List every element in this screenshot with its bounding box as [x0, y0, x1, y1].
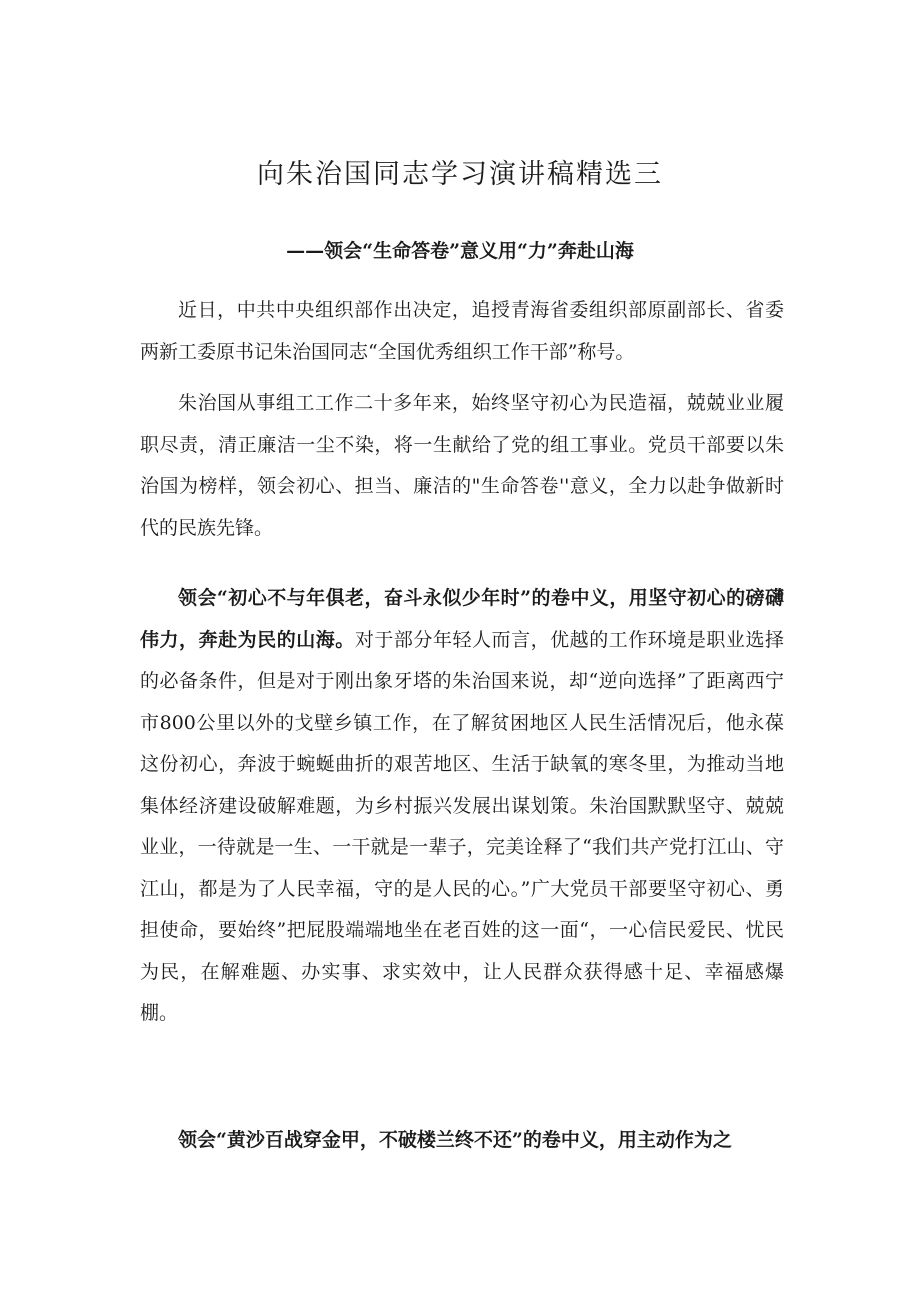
- page-title: 向朱治国同志学习演讲稿精选三: [257, 159, 663, 190]
- paragraph-bold-lead: 领会“初心不与年俱老，奋斗永似少年时”的卷中义，用坚守初心的磅礴伟力，奔赴为民的山海。: [140, 587, 784, 651]
- paragraph-summary: [140, 383, 784, 549]
- paragraph-intro: [140, 290, 784, 373]
- paragraph-text: 朱治国从事组工工作二十多年来，始终坚守初心为民造福，兢兢业业履职尽责，清正廉洁一尘不染，将一生献给了党的组工事业。党员干部要以朱治国为榜样，领会初心、担当、廉洁的"生命答卷''意义，全力以赴争做新时代的民族先锋。: [140, 392, 784, 539]
- paragraph-text: 对于部分年轻人而言，优越的工作环境是职业选择的必备条件，但是对于刚出象牙塔的朱治国来说，却“逆向选择”了距离西宁市800公里以外的戈壁乡镇工作，在了解贫困地区人民生活情况后，他永葆这份初心，奔波于蜿蜒曲折的艰苦地区、生活于缺氧的寒冬里，为推动当地集体经济建设破解难题，为乡村振兴发展出谋划策。朱治国默默坚守、兢兢业业，一待就是一生、一干就是一辈子，完美诠释了“我们共产党打江山、守江山，都是为了人民幸福，守的是人民的心。”广大党员干部要坚守初心、勇担使命，要始终”把屁股端端地坐在老百姓的这一面“，一心信民爱民、忧民为民，在解难题、办实事、求实效中，让人民群众获得感十足、幸福感爆棚。: [140, 628, 784, 1024]
- paragraph-text: 近日，中共中央组织部作出决定，追授青海省委组织部原副部长、省委两新工委原书记朱治国同志“全国优秀组织工作干部”称号。: [140, 299, 784, 363]
- paragraph-section-two: [140, 1120, 784, 1162]
- page-subtitle: ——领会“生命答卷”意义用“力”奔赴山海: [286, 240, 634, 262]
- paragraph-section-one: [140, 578, 784, 1035]
- paragraph-bold-lead: 领会“黄沙百战穿金甲，不破楼兰终不还”的卷中义，用主动作为之: [178, 1129, 732, 1151]
